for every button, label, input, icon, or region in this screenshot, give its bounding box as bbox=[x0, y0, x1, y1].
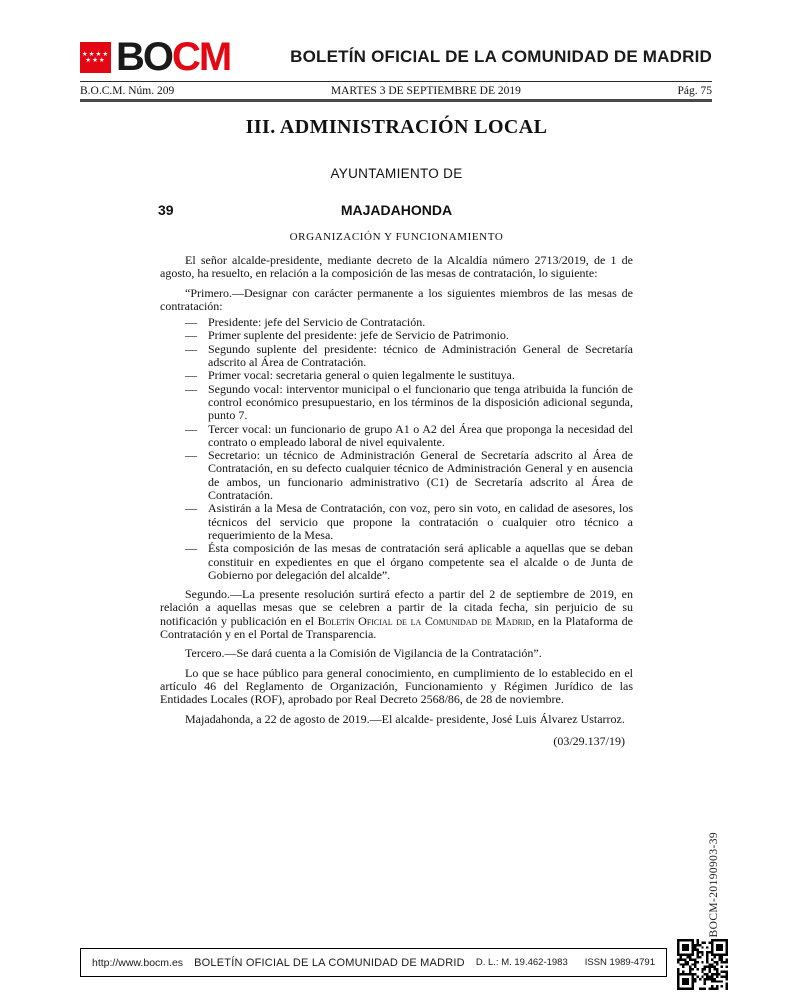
list-item bbox=[160, 383, 633, 423]
header-rule-thick bbox=[80, 99, 712, 102]
flag-stars-row: ★★★ bbox=[85, 56, 106, 64]
paragraph-intro: El señor alcalde-presidente, mediante decreto de la Alcaldía número 2713/2019, de 1 de agosto, ha resuelto, en relación a la composición de las mesas de contratación, lo siguiente: bbox=[160, 253, 633, 281]
list-item-text: Secretario: un técnico de Administración General de Secretaría adscrito al Área de Contratación, en su defecto cualquier técnico de Administración General y en ausencia de ambos, un funcionario administrativo (C1) de Secretaría adscrito al Área de Contratación. bbox=[208, 448, 633, 503]
resolution-text bbox=[160, 254, 633, 748]
list-item bbox=[160, 423, 633, 450]
page-number: Pág. 75 bbox=[677, 84, 712, 97]
list-item bbox=[160, 449, 633, 502]
dash-bullet: — bbox=[185, 381, 197, 396]
paragraph-segundo bbox=[160, 588, 633, 641]
logo-cm: CM bbox=[172, 34, 231, 79]
bocm-logo-text bbox=[116, 34, 231, 79]
bocm-url-link[interactable]: http://www.bocm.es bbox=[92, 956, 184, 969]
list-item bbox=[160, 329, 633, 342]
list-item bbox=[160, 502, 633, 542]
dash-bullet: — bbox=[185, 368, 197, 383]
composition-list bbox=[160, 316, 633, 582]
masthead bbox=[80, 34, 712, 79]
list-item bbox=[160, 316, 633, 329]
footer-bulletin-title: BOLETÍN OFICIAL DE LA COMUNIDAD DE MADRID bbox=[194, 956, 465, 969]
list-item-text: Segundo suplente del presidente: técnico de Administración General de Secretaría adscrito al Área de Contratación. bbox=[208, 341, 633, 370]
bulletin-name-smallcaps: Boletín Oficial de la Comunidad de Madrid bbox=[317, 613, 532, 628]
qr-code-icon bbox=[677, 939, 728, 990]
category-title: ORGANIZACIÓN Y FUNCIONAMIENTO bbox=[289, 231, 504, 243]
list-item-text: Primer suplente del presidente: jefe de Servicio de Patrimonio. bbox=[208, 328, 509, 343]
logo-bo: BO bbox=[116, 34, 172, 79]
page-header bbox=[80, 0, 712, 102]
document-body bbox=[160, 110, 633, 748]
paragraph-primero: “Primero.—Designar con carácter permanente a los siguientes miembros de las mesas de contratación: bbox=[160, 285, 633, 313]
footer-legal bbox=[476, 957, 655, 968]
dash-bullet: — bbox=[185, 341, 197, 356]
flag-stars-row: ★★★★ bbox=[81, 49, 110, 58]
paragraph-signature: Majadahonda, a 22 de agosto de 2019.—El alcalde- presidente, José Luis Álvarez Ustarroz. bbox=[185, 711, 625, 726]
municipality-title: MAJADAHONDA bbox=[340, 202, 453, 218]
list-item-text: Primer vocal: secretaria general o quien legalmente le sustituya. bbox=[208, 368, 515, 383]
paragraph-tercero: Tercero.—Se dará cuenta a la Comisión de Vigilancia de la Contratación”. bbox=[185, 646, 542, 661]
list-item bbox=[160, 542, 633, 582]
issue-date: MARTES 3 DE SEPTIEMBRE DE 2019 bbox=[330, 84, 521, 97]
list-item bbox=[160, 369, 633, 382]
organism-title: AYUNTAMIENTO DE bbox=[330, 166, 463, 181]
footer-issn: ISSN 1989-4791 bbox=[584, 957, 655, 968]
list-item-text: Presidente: jefe del Servicio de Contratación. bbox=[208, 315, 426, 330]
dash-bullet: — bbox=[185, 501, 197, 516]
dash-bullet: — bbox=[185, 328, 197, 343]
paragraph-segundo-tail: , en la Plataforma de Contratación y en el Portal de Transparencia. bbox=[160, 613, 633, 642]
list-item-text: Segundo vocal: interventor municipal o el funcionario que tenga atribuida la función de control económico presupuestario, en los términos de la disposición adicional segunda, punto 7. bbox=[208, 381, 633, 423]
madrid-flag-icon bbox=[80, 42, 111, 73]
bocm-logo bbox=[80, 34, 231, 79]
footer-deposit: D. L.: M. 19.462-1983 bbox=[475, 957, 568, 968]
list-item-text: Asistirán a la Mesa de Contratación, con voz, pero sin voto, en calidad de asesores, los técnicos del servicio que propone la contratación o cualquier otro técnico a requerimiento de la Mesa. bbox=[208, 501, 633, 542]
dash-bullet: — bbox=[185, 315, 197, 330]
announcement-heading bbox=[160, 202, 633, 218]
document-id-vertical: BOCM-20190903-39 bbox=[708, 831, 720, 937]
dash-bullet: — bbox=[185, 421, 197, 436]
issue-number: B.O.C.M. Núm. 209 bbox=[80, 84, 175, 97]
list-item-text: Tercer vocal: un funcionario de grupo A1 o A2 del Área que proponga la necesidad del contrato o empleado laboral de nivel equivalente. bbox=[208, 421, 633, 449]
list-item-text: Ésta composición de las mesas de contratación será aplicable a aquellas que se deban constituir en expedientes en que el órgano competente sea el alcalde o de Junta de Gobierno por delegación del alcalde”. bbox=[208, 541, 633, 582]
list-item bbox=[160, 343, 633, 370]
reference-code: (03/29.137/19) bbox=[553, 733, 625, 748]
paragraph-segundo-text: Segundo.—La presente resolución surtirá efecto a partir del 2 de septiembre de 2019, en relación a aquellas mesas que se celebren a partir de la citada fecha, sin perjuicio de su notificación y publicación en el bbox=[160, 587, 633, 628]
dash-bullet: — bbox=[185, 541, 197, 556]
paragraph-publication: Lo que se hace público para general conocimiento, en cumplimiento de lo establecido en el artículo 46 del Reglamento de Organización, Funcionamiento y Régimen Jurídico de las Entidades Locales (ROF), aprobado por Real Decreto 2568/86, de 28 de noviembre. bbox=[160, 665, 633, 707]
announcement-number: 39 bbox=[158, 202, 174, 218]
page-footer bbox=[80, 948, 667, 977]
issue-meta-line bbox=[80, 82, 712, 99]
dash-bullet: — bbox=[185, 448, 197, 463]
bulletin-title: BOLETÍN OFICIAL DE LA COMUNIDAD DE MADRID bbox=[290, 47, 712, 66]
section-title: III. ADMINISTRACIÓN LOCAL bbox=[245, 116, 548, 138]
